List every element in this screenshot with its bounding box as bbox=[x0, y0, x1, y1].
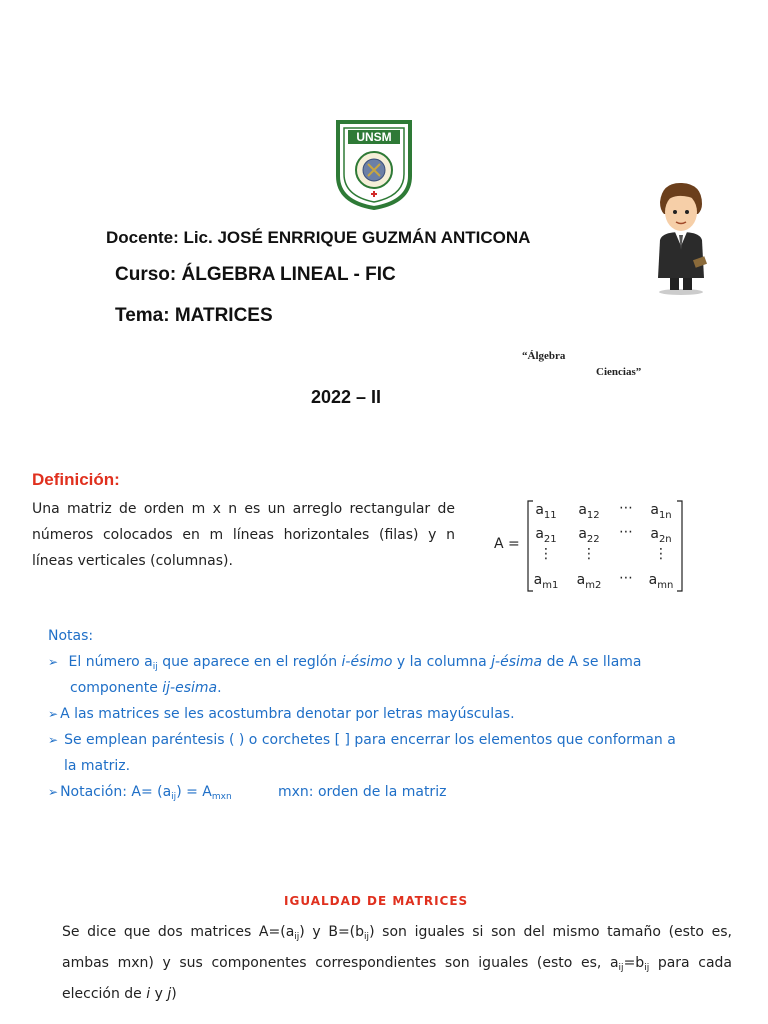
note-item-1-cont: componente ij-esima. bbox=[70, 680, 222, 696]
notes-title: Notas: bbox=[48, 628, 94, 644]
matrix-cell: $a_{mn}$ bbox=[648, 572, 674, 591]
svg-text:UNSM: UNSM bbox=[356, 130, 392, 144]
matrix-cell: $a_{22}$ bbox=[578, 526, 600, 545]
matrix-cell: $a_{m2}$ bbox=[576, 572, 602, 591]
matrix-cell: $a_{12}$ bbox=[578, 502, 600, 521]
definition-title: Definición: bbox=[32, 470, 120, 489]
course-name: Curso: ÁLGEBRA LINEAL - FIC bbox=[115, 264, 396, 285]
equality-line-2: ambas mxn) y sus componentes correspondientes son iguales (esto es, $a_{ij}=b_{ij}$ para cada bbox=[62, 955, 732, 973]
definition-text: Una matriz de orden m x n es un arreglo rectangular de números colocados en m líneas horizontales (filas) y n líneas verticales (columnas). bbox=[32, 501, 455, 569]
matrix-cell: $a_{m1}$ bbox=[533, 572, 559, 591]
matrix-cell: ⋮ bbox=[539, 546, 553, 562]
equality-line-3: elección de i y j) bbox=[62, 986, 177, 1002]
arrow-bullet-icon: ➢ bbox=[48, 733, 59, 747]
equality-title: IGUALDAD DE MATRICES bbox=[284, 894, 469, 908]
note-item-3-cont: la matriz. bbox=[64, 758, 131, 774]
note-item-2: ➢ A las matrices se les acostumbra denotar por letras mayúsculas. bbox=[48, 706, 515, 722]
arrow-bullet-icon: ➢ bbox=[48, 707, 59, 721]
matrix-cell: $a_{21}$ bbox=[535, 526, 557, 545]
matrix-cell: $a_{2n}$ bbox=[650, 526, 672, 545]
matrix-cell: ⋯ bbox=[619, 500, 633, 516]
note-item-4-order: mxn: orden de la matriz bbox=[278, 784, 447, 800]
teacher-name: Docente: Lic. JOSÉ ENRRIQUE GUZMÁN ANTICONA bbox=[106, 228, 531, 247]
equality-line-1: Se dice que dos matrices $A=(a_{ij})$ y $B=(b_{ij})$ son iguales si son del mismo tamaño (esto es, bbox=[62, 924, 732, 942]
note-item-1: ➢ El número $a_{ij}$ que aparece en el reglón i-ésimo y la columna j-ésima de A se llama bbox=[48, 654, 642, 672]
semester-year: 2022 – II bbox=[311, 387, 382, 407]
note-item-3: ➢ Se emplean paréntesis ( ) o corchetes [ ] para encerrar los elementos que conforman a bbox=[48, 732, 676, 748]
topic-name: Tema: MATRICES bbox=[115, 305, 273, 326]
matrix-cell: ⋯ bbox=[619, 524, 633, 540]
quote-line-2: Ciencias” bbox=[596, 366, 642, 378]
quote-line-1: “Álgebra bbox=[522, 350, 566, 362]
matrix-cell: ⋯ bbox=[619, 570, 633, 586]
arrow-bullet-icon: ➢ bbox=[48, 655, 59, 669]
matrix-cell: ⋮ bbox=[654, 546, 668, 562]
note-item-4: ➢ Notación: $A= (a_{ij}) = A_{mxn}$ bbox=[48, 784, 232, 802]
matrix-cell: $a_{11}$ bbox=[535, 502, 557, 521]
equality-paragraph bbox=[62, 919, 732, 1007]
matrix-cell: ⋮ bbox=[582, 546, 596, 562]
matrix-cell: $a_{1n}$ bbox=[650, 502, 672, 521]
matrix-label: A = bbox=[494, 536, 520, 552]
arrow-bullet-icon: ➢ bbox=[48, 785, 59, 799]
